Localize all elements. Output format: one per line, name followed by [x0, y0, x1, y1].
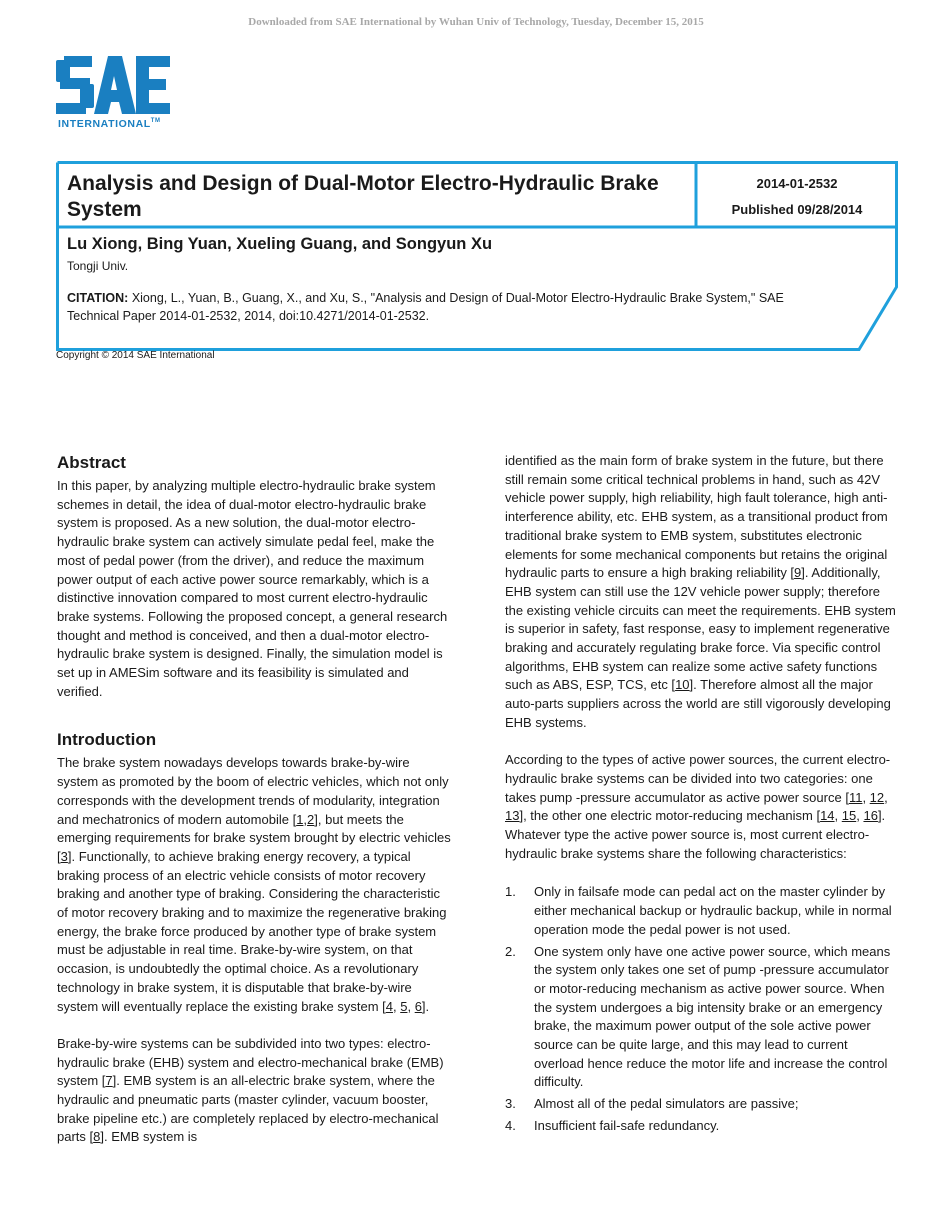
ref-link[interactable]: 12: [869, 789, 885, 805]
ref-link[interactable]: 10: [675, 677, 690, 693]
ref-link[interactable]: 5: [400, 998, 408, 1014]
introduction-heading: Introduction: [57, 730, 157, 750]
intro-paragraph-1: The brake system nowadays develops towards brake-by-wire system as promoted by the boom of electric vehicles, which not only corresponds with the development trends of modularity, integration and mechatronics of modern automobile [1,2], but meets the emerging requirements for brake system brought by electric vehicles [3]. Functionally, to achieve braking energy recovery, a typical braking process of an electric vehicle consists of motor recovery braking and another type of braking. Considering the characteristic of motor recovery braking and to maximize the regenerative braking energy, the brake force produced by another type of brake system must be adjustable in real time. Brake-by-wire system, on that occasion, is undoubtedly the optimal choice. As a revolutionary technology in brake system, it is disputable that brake-by-wire system will eventually replace the existing brake system [4, 5, 6].: [57, 755, 451, 1014]
sae-wordmark: INTERNATIONAL™: [58, 118, 161, 130]
paper-title: Analysis and Design of Dual-Motor Electro-Hydraulic Brake System: [67, 172, 659, 221]
list-number: 1.: [505, 884, 516, 900]
citation-text: Xiong, L., Yuan, B., Guang, X., and Xu, S., "Analysis and Design of Dual-Motor Electro-Hydraulic Brake System," SAE Technical Paper 2014-01-2532, 2014, doi:10.4271/2014-01-2532.: [67, 291, 784, 323]
citation: [67, 289, 827, 325]
ref-link[interactable]: 11: [848, 789, 863, 805]
list-text: Insufficient fail-safe redundancy.: [534, 1117, 720, 1133]
affiliation: Tongji Univ.: [67, 259, 129, 273]
sae-logo-mark: [56, 56, 170, 114]
published-date: Published 09/28/2014: [731, 202, 863, 217]
left-column: [57, 452, 452, 1147]
list-text: Only in failsafe mode can pedal act on the master cylinder by either mechanical backup or hydraulic backup, while in normal operation mode the pedal power is not used.: [534, 884, 892, 937]
intro-paragraph-4: According to the types of active power sources, the current electro-hydraulic brake systems can be divided into two categories: one takes pump -pressure accumulator as active power source [11, 12, 13], the other one electric motor-reducing mechanism [14, 15, 16]. Whatever type the active power source is, most current electro-hydraulic brake systems share the following characteristics:: [505, 752, 891, 861]
list-item: [505, 1117, 900, 1136]
ref-link[interactable]: 13: [505, 808, 520, 824]
ref-link[interactable]: 6: [414, 998, 422, 1014]
ref-link[interactable]: 8: [93, 1129, 101, 1145]
ref-link[interactable]: 3: [60, 848, 68, 864]
abstract-heading: Abstract: [57, 453, 126, 472]
list-number: 3.: [505, 1096, 516, 1112]
ref-link[interactable]: 4: [385, 998, 393, 1014]
list-item: [505, 1095, 900, 1114]
copyright: Copyright © 2014 SAE International: [56, 350, 215, 361]
abstract-text: In this paper, by analyzing multiple electro-hydraulic brake system schemes in detail, the idea of dual-motor electro-hydraulic brake system is proposed. As a new solution, the dual-motor electro-hydraulic brake system can actively simulate pedal feel, make the most of pedal power (from the driver), and reduce the maximum power output of each active power source remarkably, which is a distinctive innovation compared to most current electro-hydraulic brake systems. Following the proposed concept, a general research thought and method is conceived, and then a dual-motor electro-hydraulic brake system is designed. Finally, the simulation model is set up in AMESim software and its feasibility is simulated and verified.: [57, 478, 448, 699]
citation-label: CITATION:: [67, 291, 129, 305]
download-banner: Downloaded from SAE International by Wuhan Univ of Technology, Tuesday, December 15, 2015: [248, 16, 704, 28]
list-item: [505, 883, 900, 939]
ref-link[interactable]: 9: [794, 565, 802, 581]
sae-logo: [56, 56, 186, 132]
paper-header-box: [56, 161, 898, 351]
list-text: Almost all of the pedal simulators are passive;: [534, 1096, 799, 1112]
paper-id: 2014-01-2532: [756, 176, 838, 191]
list-item: [505, 943, 900, 1093]
ref-link[interactable]: 15: [841, 808, 857, 824]
authors: Lu Xiong, Bing Yuan, Xueling Guang, and Songyun Xu: [67, 235, 493, 253]
list-number: 2.: [505, 943, 516, 959]
ref-link[interactable]: 14: [820, 808, 835, 824]
ref-link[interactable]: 1: [296, 811, 304, 827]
ref-link[interactable]: 7: [105, 1073, 113, 1089]
right-column: [505, 452, 900, 1139]
ref-link[interactable]: 2: [307, 811, 315, 827]
list-number: 4.: [505, 1117, 516, 1133]
intro-paragraph-3: identified as the main form of brake system in the future, but there still remain some critical technical problems in hand, such as 42V vehicle power supply, high reliability, high fault tolerance, high anti-interference ability, etc. EHB system, as a transitional product from traditional brake system to EMB system, substitutes electronic elements for some mechanical components but retains the original hydraulic parts to ensure a high braking reliability [9]. Additionally, EHB system can still use the 12V vehicle power supply; therefore the existing vehicle circuits can meet the requirements. EHB system is superior in safety, fast response, easy to implement regenerative braking and accurately regulating brake force. Via specific control algorithms, EHB system can realize some active safety functions such as ABS, ESP, TCS, etc [10]. Therefore almost all the major auto-parts suppliers across the world are still vigorously developing EHB systems.: [505, 453, 896, 730]
intro-paragraph-2: Brake-by-wire systems can be subdivided into two types: electro-hydraulic brake (EHB) system and electro-mechanical brake (EMB) system [7]. EMB system is an all-electric brake system, where the hydraulic and pneumatic parts (master cylinder, vacuum booster, brake pipeline etc.) are completely replaced by electro-mechanical parts [8]. EMB system is: [57, 1035, 444, 1145]
list-text: One system only have one active power source, which means the system only takes one set of pump -pressure accumulator or motor-reducing mechanism as active power source. When the system undergoes a big intensity brake or an emergency brake, the maximum power output of the sole active power source can be quite large, and this may lead to current overload hence reduce the motor life and increase the control difficulty.: [534, 943, 891, 1090]
ref-link[interactable]: 16: [863, 808, 878, 824]
characteristics-list: [505, 883, 900, 1135]
